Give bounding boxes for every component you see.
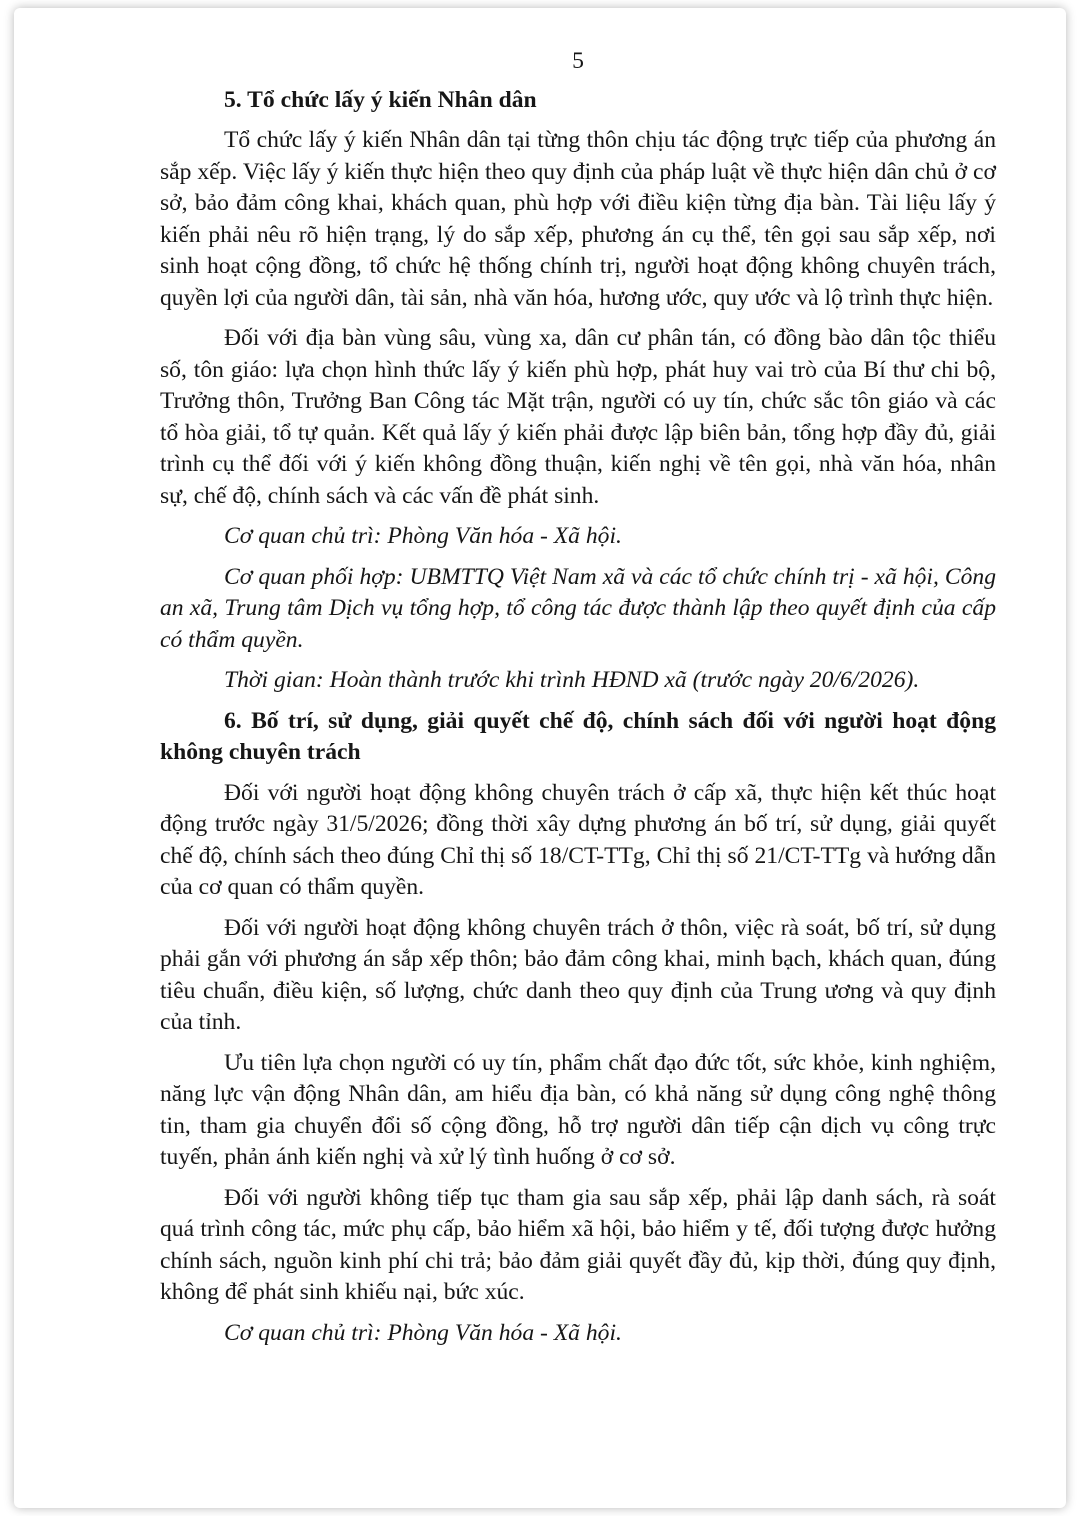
section-6-lead-agency: Cơ quan chủ trì: Phòng Văn hóa - Xã hội. — [224, 1319, 622, 1346]
section-5-deadline: Thời gian: Hoàn thành trước khi trình HĐND xã (trước ngày 20/6/2026). — [224, 667, 920, 693]
section-6-paragraph-1: Đối với người hoạt động không chuyên trách ở cấp xã, thực hiện kết thúc hoạt động trước ngày 31/5/2026; đồng thời xây dựng phương án bố trí, sử dụng, giải quyết chế độ, chính sách theo đúng Chỉ thị số 18/CT-TTg, Chỉ thị số 21/CT-TTg và hướng dẫn của cơ quan có thẩm quyền. — [160, 779, 996, 900]
section-6-paragraph-4: Đối với người không tiếp tục tham gia sau sắp xếp, phải lập danh sách, rà soát quá trình công tác, mức phụ cấp, bảo hiểm xã hội, bảo hiểm y tế, đối tượng được hưởng chính sách, nguồn kinh phí chi trả; bảo đảm giải quyết đầy đủ, kịp thời, đúng quy định, không để phát sinh khiếu nại, bức xúc. — [160, 1184, 996, 1305]
section-6-paragraph-3: Ưu tiên lựa chọn người có uy tín, phẩm chất đạo đức tốt, sức khỏe, kinh nghiệm, năng lực vận động Nhân dân, am hiểu địa bàn, có khả năng sử dụng công nghệ thông tin, tham gia chuyển đổi số cộng đồng, hỗ trợ người dân tiếp cận dịch vụ công trực tuyến, phản ánh kiến nghị và xử lý tình huống ở cơ sở. — [160, 1049, 996, 1170]
section-5-paragraph-2: Đối với địa bàn vùng sâu, vùng xa, dân cư phân tán, có đồng bào dân tộc thiểu số, tôn giáo: lựa chọn hình thức lấy ý kiến phù hợp, phát huy vai trò của Bí thư chi bộ, Trưởng thôn, Trưởng Ban Công tác Mặt trận, người có uy tín, chức sắc tôn giáo và các tổ hòa giải, tổ tự quản. Kết quả lấy ý kiến phải được lập biên bản, tổng hợp đầy đủ, giải trình cụ thể đối với ý kiến không đồng thuận, kiến nghị về tên gọi, nhà văn hóa, nhân sự, chế độ, chính sách và các vấn đề phát sinh. — [160, 325, 996, 509]
section-6-paragraph-2: Đối với người hoạt động không chuyên trách ở thôn, việc rà soát, bố trí, sử dụng phải gắn với phương án sắp xếp thôn; bảo đảm công khai, minh bạch, khách quan, đúng tiêu chuẩn, điều kiện, số lượng, chức danh theo quy định của Trung ương và quy định của tỉnh. — [160, 914, 996, 1035]
document-body — [160, 46, 996, 1358]
section-5-paragraph-1: Tổ chức lấy ý kiến Nhân dân tại từng thôn chịu tác động trực tiếp của phương án sắp xếp. Việc lấy ý kiến thực hiện theo quy định của pháp luật về thực hiện dân chủ ở cơ sở, bảo đảm công khai, khách quan, phù hợp với điều kiện từng địa bàn. Tài liệu lấy ý kiến phải nêu rõ hiện trạng, lý do sắp xếp, phương án cụ thể, tên gọi sau sắp xếp, nơi sinh hoạt cộng đồng, tổ chức hệ thống chính trị, người hoạt động không chuyên trách, quyền lợi của người dân, tài sản, nhà văn hóa, hương ước, quy ước và lộ trình thực hiện. — [160, 127, 996, 311]
section-5-heading: 5. Tổ chức lấy ý kiến Nhân dân — [224, 86, 537, 113]
section-5-lead-agency: Cơ quan chủ trì: Phòng Văn hóa - Xã hội. — [224, 523, 622, 549]
section-5-coordinating-agencies: Cơ quan phối hợp: UBMTTQ Việt Nam xã và các tổ chức chính trị - xã hội, Công an xã, Trung tâm Dịch vụ tổng hợp, tổ công tác được thành lập theo quyết định của cấp có thẩm quyền. — [160, 563, 996, 653]
document-page — [14, 8, 1066, 1508]
section-6-heading: 6. Bố trí, sử dụng, giải quyết chế độ, chính sách đối với người hoạt động không chuyên trách — [160, 707, 996, 765]
page-number: 5 — [572, 48, 584, 74]
